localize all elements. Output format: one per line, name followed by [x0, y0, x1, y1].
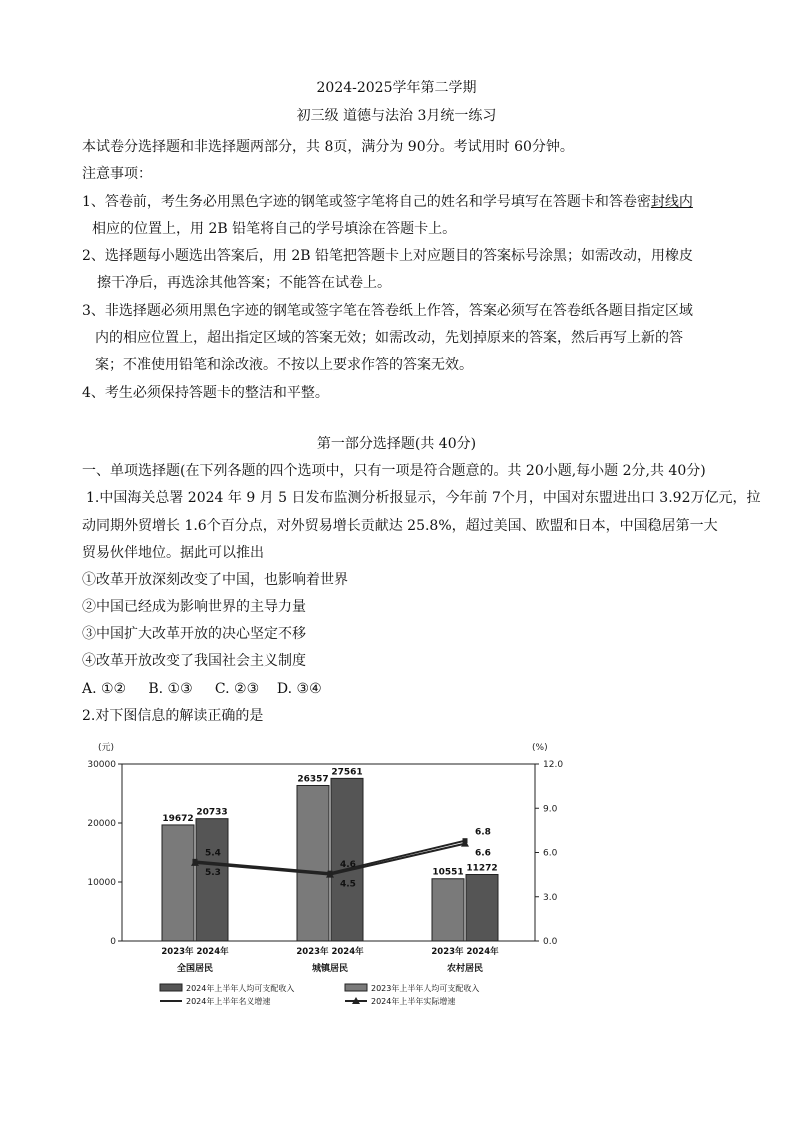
group-year-label: 2023年 2024年 [161, 947, 229, 957]
note-3: 3、非选择题必须用黑色字迹的钢笔或签字笔在答卷纸上作答，答案必须写在答卷纸各题目指定区域 [82, 303, 693, 319]
growth-value-label: 4.6 [340, 860, 356, 871]
notes-heading: 注意事项： [82, 166, 152, 182]
bar-value-label: 19672 [162, 813, 194, 824]
note-2-cont: 擦干净后，再选涂其他答案；不能答在试卷上。 [97, 275, 391, 291]
note-3-cont-1: 内的相应位置上，超出指定区域的答案无效；如需改动，先划掉原来的答案，然后再写上新的答 [95, 330, 683, 346]
income-bar [297, 785, 329, 941]
q1-option-1: ①改革开放深刻改变了中国，也影响着世界 [82, 572, 348, 588]
note-1 [82, 192, 693, 212]
right-tick-label: 6.0 [543, 848, 558, 859]
note-1-cont: 相应的位置上，用 2B 铅笔将自己的学号填涂在答题卡上。 [92, 221, 457, 237]
exam-intro: 本试卷分选择题和非选择题两部分，共 8页，满分为 90分。考试用时 60分钟。 [82, 139, 574, 155]
section-heading: 一、单项选择题(在下列各题的四个选项中，只有一项是符合题意的。共 20小题,每小题 2分,共 40分) [82, 463, 706, 479]
note-2: 2、选择题每小题选出答案后，用 2B 铅笔把答题卡上对应题目的答案标号涂黑；如需改动，用橡皮 [82, 248, 694, 264]
bar-value-label: 10551 [432, 867, 464, 878]
group-year-label: 2023年 2024年 [296, 947, 364, 957]
q2-stem: 2.对下图信息的解读正确的是 [82, 708, 264, 724]
right-tick-label: 12.0 [543, 760, 564, 770]
q1-stem-1: 1.中国海关总署 2024 年 9 月 5 日发布监测分析报显示，今年前 7个月，中国对东盟进出口 3.92万亿元，拉 [86, 490, 761, 506]
growth-value-label: 5.4 [205, 848, 221, 859]
group-year-label: 2023年 2024年 [431, 947, 499, 957]
left-tick-label: 20000 [87, 819, 116, 829]
growth-line [195, 844, 465, 875]
growth-line [195, 841, 465, 873]
legend-label: 2024年上半年人均可支配收入 [186, 984, 295, 993]
q1-option-4: ④改革开放改变了我国社会主义制度 [82, 653, 306, 669]
q1-option-3: ③中国扩大改革开放的决心坚定不移 [82, 626, 306, 642]
right-tick-label: 3.0 [543, 892, 558, 903]
bar-value-label: 26357 [297, 774, 329, 785]
income-chart [70, 738, 590, 1018]
part1-title: 第一部分选择题(共 40分) [316, 436, 477, 452]
left-axis-unit: (元) [98, 743, 115, 753]
left-tick-label: 30000 [87, 760, 116, 770]
right-tick-label: 9.0 [543, 804, 558, 815]
group-name-label: 城镇居民 [311, 964, 349, 974]
income-bar [162, 825, 194, 941]
legend-label: 2024年上半年名义增速 [186, 997, 271, 1006]
growth-value-label: 4.5 [340, 879, 356, 890]
right-axis-unit: (%) [532, 743, 548, 753]
q1-option-2: ②中国已经成为影响世界的主导力量 [82, 599, 306, 615]
group-name-label: 农村居民 [446, 964, 484, 974]
bar-value-label: 27561 [331, 767, 363, 778]
group-name-label: 全国居民 [176, 964, 214, 974]
bar-value-label: 20733 [196, 807, 228, 818]
q1-stem-3: 贸易伙伴地位。据此可以推出 [82, 545, 264, 561]
growth-value-label: 5.3 [205, 867, 221, 878]
exam-title: 初三级 道德与法治 3月统一练习 [296, 108, 497, 124]
school-year: 2024-2025学年第二学期 [316, 80, 477, 96]
left-tick-label: 10000 [87, 878, 116, 888]
note-3-cont-2: 案；不准使用铅笔和涂改液。不按以上要求作答的答案无效。 [95, 357, 473, 373]
q1-choices: A. ①② B. ①③ C. ②③ D. ③④ [82, 681, 322, 697]
note-1-underlined: 封线内 [650, 194, 693, 210]
left-tick-label: 0 [110, 937, 116, 947]
bar-value-label: 11272 [466, 863, 498, 874]
right-tick-label: 0.0 [543, 937, 558, 947]
note-1-text: 1、答卷前，考生务必用黑色字迹的钢笔或签字笔将自己的姓名和学号填写在答题卡和答卷密 [82, 194, 651, 210]
income-bar [466, 874, 498, 941]
income-bar [196, 819, 228, 941]
note-4: 4、考生必须保持答题卡的整洁和平整。 [82, 385, 329, 401]
legend-swatch [345, 984, 367, 991]
legend-label: 2023年上半年人均可支配收入 [371, 984, 480, 993]
income-bar [432, 879, 464, 941]
growth-value-label: 6.6 [475, 848, 491, 859]
legend-swatch [160, 984, 182, 991]
legend-label: 2024年上半年实际增速 [371, 997, 456, 1006]
growth-value-label: 6.8 [475, 827, 491, 838]
q1-stem-2: 动同期外贸增长 1.6个百分点，对外贸易增长贡献达 25.8%，超过美国、欧盟和日本，中国稳居第一大 [82, 518, 718, 534]
